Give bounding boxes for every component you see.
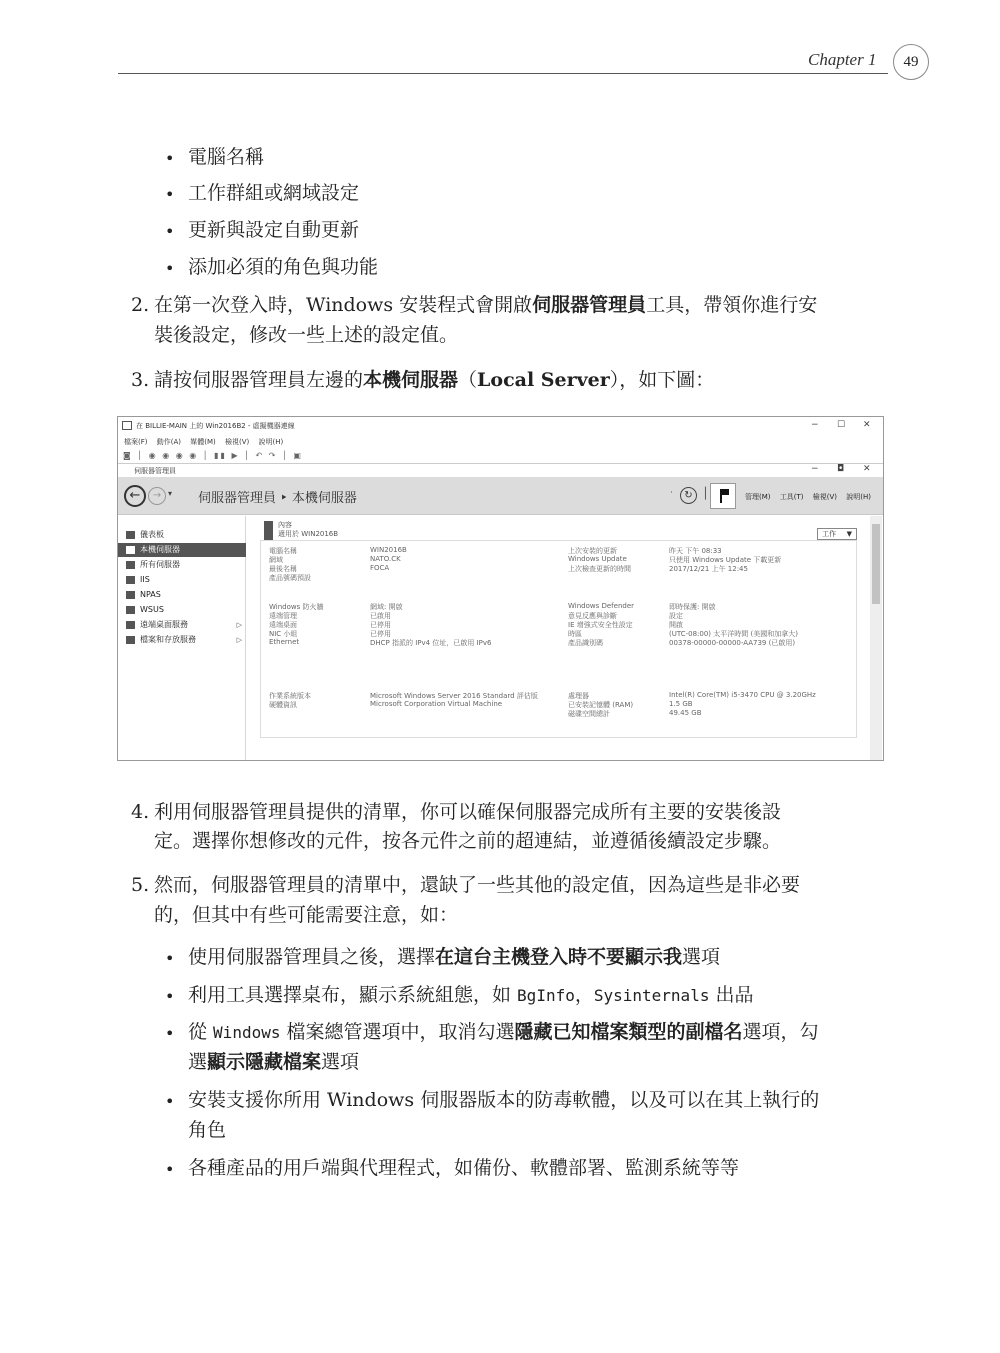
prop-label: 電腦名稱 [269,547,297,555]
properties-pane [246,516,883,760]
server-icon [126,546,135,554]
vertical-scrollbar[interactable] [870,516,882,760]
prop-label: 磁碟空間總計 [568,710,610,718]
prop-value-link[interactable]: WIN2016B [370,546,407,554]
tasks-dropdown[interactable]: 工作 ▼ [817,528,857,540]
wsus-icon [126,606,135,614]
prop-value-link[interactable]: 網域: 開啟 [370,603,403,611]
server-manager-menus [745,492,878,502]
step-number: 4. [131,801,150,823]
prop-label: 作業系統版本 [269,692,311,700]
bullet-agents: 各種產品的用戶端與代理程式，如備份、軟體部署、監測系統等等 [188,1157,740,1179]
step-number: 3. [131,369,150,391]
bullet-antivirus-cont: 角色 [188,1119,227,1141]
vm-menubar [118,435,883,449]
menu-view[interactable]: 檢視(V) [812,493,837,501]
server-manager-screenshot [117,416,884,761]
remote-desktop-icon [126,621,135,629]
separator-bar: │ [702,487,709,500]
bullet-marker: • [165,149,175,168]
bullet-explorer-options-cont: 選顯示隱藏檔案選項 [188,1051,360,1073]
prop-value: Intel(R) Core(TM) i5-3470 CPU @ 3.20GHz [669,691,816,699]
bullet-marker: • [165,1160,175,1179]
prop-value: Microsoft Windows Server 2016 Standard 評估版 [370,692,538,700]
prop-label: 產品號碼預設 [269,574,311,582]
bullet-marker: • [165,949,175,968]
prop-value: Microsoft Corporation Virtual Machine [370,700,503,708]
prop-value-link[interactable]: 只使用 Windows Update 下載更新 [669,556,782,564]
bullet-marker: • [165,987,175,1006]
step-number: 5. [131,874,150,896]
prop-value-link[interactable]: NATO.CK [370,555,401,563]
prop-value-link[interactable]: 已啟用 [370,612,391,620]
chevron-down-icon[interactable]: ▾ [168,489,173,498]
chapter-label: Chapter 1 [808,50,877,69]
menu-help[interactable]: 說明(H) [846,493,871,501]
restore-icon[interactable]: ◘ [837,464,845,474]
properties-heading: 內容 [278,521,292,529]
prop-label: 處理器 [568,692,589,700]
prop-label: 最後名稱 [269,565,297,573]
bullet-marker: • [165,185,175,204]
prop-value-link[interactable]: FOCA [370,564,390,572]
step4-line1: 利用伺服器管理員提供的清單，你可以確保伺服器完成所有主要的安裝後設 [154,801,782,823]
bullet-marker: • [165,222,175,241]
prop-label: 已安裝記憶體 (RAM) [568,701,634,709]
prop-label: 遠端桌面 [269,621,297,629]
bullet-marker: • [165,1024,175,1043]
chevron-right-icon: ▷ [236,636,242,644]
step2-line1: 在第一次登入時，Windows 安裝程式會開啟伺服器管理員工具，帶領你進行安 [154,294,818,316]
prop-label: 產品識別碼 [568,639,603,647]
step2-line2: 裝後設定，修改一些上述的設定值。 [154,324,459,346]
minimize-icon[interactable]: − [811,464,819,474]
sidebar-item-iis[interactable]: IIS [118,573,246,587]
server-icon [264,521,273,541]
server-manager-title: 伺服器管理員 [118,463,883,477]
prop-value-link[interactable]: 已停用 [370,621,391,629]
properties-subtitle: 適用於 WIN2016B [278,530,339,538]
bullet-computer-name: 電腦名稱 [188,146,265,168]
minimize-icon[interactable]: − [811,420,819,430]
bullet-antivirus: 安裝支援你所用 Windows 伺服器版本的防毒軟體，以及可以在其上執行的 [188,1089,820,1111]
menu-view[interactable]: 檢視(V) [224,438,250,446]
bullet-explorer-options: 從 Windows 檔案總管選項中，取消勾選隱藏已知檔案類型的副檔名選項，勾 [188,1021,819,1043]
maximize-icon[interactable]: ☐ [837,420,846,430]
sidebar-item-remote-desktop[interactable]: 遠端桌面服務 ▷ [118,618,246,632]
navigation-bar [118,477,883,515]
prop-label: 時區 [568,630,582,638]
back-arrow-icon[interactable]: ← [124,485,146,507]
step4-line2: 定。選擇你想修改的元件，按各元件之前的超連結，並遵循後續設定步驟。 [154,830,782,852]
iis-icon [126,576,135,584]
scrollbar-thumb[interactable] [872,524,880,604]
close-icon[interactable]: ✕ [863,420,871,430]
sidebar-item-file-storage[interactable]: 檔案和存放服務 ▷ [118,633,246,647]
forward-arrow-icon[interactable]: → [148,487,166,505]
sidebar [118,516,246,760]
dashboard-icon [126,531,135,539]
bullet-wallpaper: 利用工具選擇桌布，顯示系統組態，如 BgInfo，Sysinternals 出品 [188,984,754,1006]
menu-manage[interactable]: 管理(M) [745,493,771,501]
step-number: 2. [131,294,150,316]
step5-line1: 然而，伺服器管理員的清單中，還缺了一些其他的設定值，因為這些是非必要 [154,874,801,896]
page-number: 49 [893,44,929,80]
prop-value: 00378-00000-00000-AA739 (已啟用) [669,639,796,647]
sidebar-item-npas[interactable]: NPAS [118,588,246,602]
prop-value-link[interactable]: 即時保護: 開啟 [669,603,716,611]
vm-toolbar-icons[interactable]: ◙ │ ◉ ◉ ◉ ◉ │ ▮▮ ▶ │ ↶ ↷ │ ▣ [123,451,303,460]
notification-flag-icon[interactable] [710,483,736,509]
prop-value-link[interactable]: DHCP 指派的 IPv4 位址，已啟用 IPv6 [370,639,492,647]
prop-label: 遠端管理 [269,612,297,620]
properties-panel [260,540,857,738]
prop-value: 1.5 GB [669,700,693,708]
prop-value: 49.45 GB [669,709,702,717]
prop-label: IE 增強式安全性設定 [568,621,633,629]
prop-label: NIC 小組 [269,630,298,638]
prop-label: 上次檢查更新的時間 [568,565,631,573]
prop-value-link[interactable]: 開啟 [669,621,683,629]
bullet-roles: 添加必須的角色與功能 [188,256,379,278]
npas-icon [126,591,135,599]
chevron-down-icon: ▼ [846,530,852,538]
bullet-workgroup: 工作群組或網域設定 [188,182,360,204]
breadcrumb: 伺服器管理員 ‣ 本機伺服器 [198,491,357,506]
vm-window-title: 在 BILLIE-MAIN 上的 Win2016B2 - 虛擬機器連線 [136,422,295,430]
step3-line: 請按伺服器管理員左邊的本機伺服器（Local Server），如下圖： [154,369,715,391]
prop-value-link[interactable]: 2017/12/21 上午 12:45 [669,565,748,573]
sidebar-item-dashboard[interactable]: 儀表板 [118,528,246,542]
refresh-icon[interactable]: ↻ [680,487,697,504]
prop-value-link[interactable]: 已停用 [370,630,391,638]
bullet-hide-dashboard: 使用伺服器管理員之後，選擇在這台主機登入時不要顯示我選項 [188,946,721,968]
prop-label: Ethernet [269,638,300,646]
step5-line2: 的，但其中有些可能需要注意，如： [154,904,459,926]
sidebar-item-local-server[interactable]: 本機伺服器 [118,543,246,557]
chevron-right-icon: ▷ [236,621,242,629]
prop-value-link[interactable]: (UTC-08:00) 太平洋時間 (美國和加拿大) [669,630,798,638]
menu-media[interactable]: 媒體(M) [190,438,216,446]
menu-help[interactable]: 說明(H) [258,438,284,446]
prop-value-link[interactable]: 昨天 下午 08:33 [669,547,722,555]
prop-label: Windows 防火牆 [269,603,324,611]
prop-value-link[interactable]: 設定 [669,612,683,620]
servers-icon [126,561,135,569]
prop-label: 硬體資訊 [269,701,297,709]
bullet-marker: • [165,1092,175,1111]
menu-action[interactable]: 動作(A) [156,438,181,446]
prop-label: 網域 [269,556,283,564]
menu-file[interactable]: 檔案(F) [124,438,148,446]
prop-label: Windows Defender [568,602,635,610]
bullet-updates: 更新與設定自動更新 [188,219,360,241]
header-rule [118,73,888,74]
prop-label: 上次安裝的更新 [568,547,617,555]
separator-dot: · [670,488,673,498]
storage-icon [126,636,135,644]
close-icon[interactable]: ✕ [863,464,871,474]
sidebar-item-all-servers[interactable]: 所有伺服器 [118,558,246,572]
bullet-marker: • [165,259,175,278]
prop-label: Windows Update [568,555,627,563]
menu-tools[interactable]: 工具(T) [779,493,804,501]
sidebar-item-wsus[interactable]: WSUS [118,603,246,617]
prop-label: 意見反應與診斷 [568,612,617,620]
